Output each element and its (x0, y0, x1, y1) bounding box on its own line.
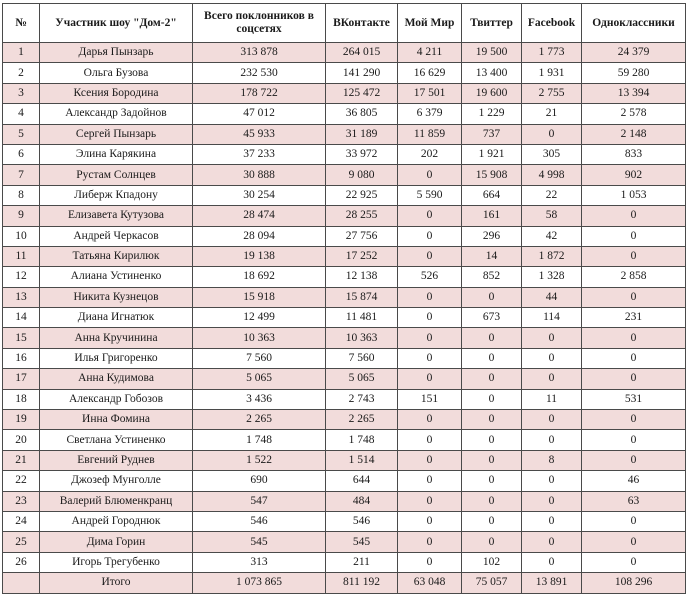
cell-total-fans: 313 (193, 552, 326, 572)
cell-moy-mir: 0 (398, 246, 462, 266)
cell-odnoklassniki: 0 (582, 430, 686, 450)
header-total-fans: Всего поклонников в соцсетях (193, 4, 326, 43)
cell-participant: Светлана Устиненко (40, 430, 193, 450)
total-cell-twitter: 75 057 (462, 573, 522, 593)
cell-participant: Диана Игнатюк (40, 308, 193, 328)
cell-twitter: 852 (462, 267, 522, 287)
cell-vkontakte: 546 (326, 511, 398, 531)
cell-twitter: 0 (462, 348, 522, 368)
total-cell-label: Итого (40, 573, 193, 593)
table-row (3, 328, 686, 348)
cell-moy-mir: 0 (398, 410, 462, 430)
cell-odnoklassniki: 0 (582, 410, 686, 430)
cell-twitter: 161 (462, 206, 522, 226)
header-facebook: Facebook (522, 4, 582, 43)
cell-moy-mir: 0 (398, 328, 462, 348)
cell-facebook: 21 (522, 104, 582, 124)
cell-odnoklassniki: 2 578 (582, 104, 686, 124)
cell-twitter: 15 908 (462, 165, 522, 185)
cell-number: 11 (3, 246, 40, 266)
cell-total-fans: 545 (193, 532, 326, 552)
cell-odnoklassniki: 833 (582, 144, 686, 164)
cell-total-fans: 547 (193, 491, 326, 511)
table-row (3, 287, 686, 307)
cell-moy-mir: 0 (398, 226, 462, 246)
table-row (3, 206, 686, 226)
cell-total-fans: 37 233 (193, 144, 326, 164)
cell-vkontakte: 9 080 (326, 165, 398, 185)
cell-facebook: 0 (522, 511, 582, 531)
cell-facebook: 0 (522, 532, 582, 552)
cell-twitter: 673 (462, 308, 522, 328)
cell-vkontakte: 484 (326, 491, 398, 511)
cell-twitter: 1 921 (462, 144, 522, 164)
cell-moy-mir: 526 (398, 267, 462, 287)
cell-odnoklassniki: 59 280 (582, 63, 686, 83)
cell-participant: Анна Кручинина (40, 328, 193, 348)
header-number: № (3, 4, 40, 43)
cell-facebook: 11 (522, 389, 582, 409)
table-row (3, 144, 686, 164)
header-moy-mir: Мой Мир (398, 4, 462, 43)
cell-facebook: 44 (522, 287, 582, 307)
table-row (3, 226, 686, 246)
header-row (3, 4, 686, 43)
cell-total-fans: 546 (193, 511, 326, 531)
cell-vkontakte: 644 (326, 471, 398, 491)
cell-twitter: 0 (462, 389, 522, 409)
cell-facebook: 1 328 (522, 267, 582, 287)
cell-odnoklassniki: 531 (582, 389, 686, 409)
cell-total-fans: 15 918 (193, 287, 326, 307)
cell-total-fans: 12 499 (193, 308, 326, 328)
cell-vkontakte: 33 972 (326, 144, 398, 164)
cell-participant: Андрей Черкасов (40, 226, 193, 246)
table-row (3, 165, 686, 185)
cell-number: 6 (3, 144, 40, 164)
cell-facebook: 0 (522, 471, 582, 491)
table-row (3, 43, 686, 63)
table-row (3, 430, 686, 450)
cell-total-fans: 7 560 (193, 348, 326, 368)
cell-number: 24 (3, 511, 40, 531)
cell-participant: Илья Григоренко (40, 348, 193, 368)
cell-participant: Дима Горин (40, 532, 193, 552)
cell-number: 22 (3, 471, 40, 491)
total-cell-all: 1 073 865 (193, 573, 326, 593)
cell-total-fans: 30 254 (193, 185, 326, 205)
cell-twitter: 19 500 (462, 43, 522, 63)
cell-moy-mir: 11 859 (398, 124, 462, 144)
cell-number: 4 (3, 104, 40, 124)
table-row (3, 491, 686, 511)
cell-facebook: 0 (522, 410, 582, 430)
cell-participant: Евгений Руднев (40, 450, 193, 470)
cell-twitter: 0 (462, 328, 522, 348)
cell-number: 21 (3, 450, 40, 470)
cell-number: 5 (3, 124, 40, 144)
cell-participant: Андрей Городнюк (40, 511, 193, 531)
cell-moy-mir: 151 (398, 389, 462, 409)
cell-odnoklassniki: 2 858 (582, 267, 686, 287)
cell-odnoklassniki: 0 (582, 511, 686, 531)
cell-odnoklassniki: 0 (582, 206, 686, 226)
cell-total-fans: 28 474 (193, 206, 326, 226)
table-row (3, 63, 686, 83)
cell-number: 1 (3, 43, 40, 63)
cell-total-fans: 232 530 (193, 63, 326, 83)
cell-facebook: 58 (522, 206, 582, 226)
cell-total-fans: 1 522 (193, 450, 326, 470)
table-row (3, 450, 686, 470)
cell-moy-mir: 16 629 (398, 63, 462, 83)
cell-vkontakte: 31 189 (326, 124, 398, 144)
table-row (3, 185, 686, 205)
cell-number: 2 (3, 63, 40, 83)
cell-participant: Александр Гобозов (40, 389, 193, 409)
cell-participant: Либерж Кпадону (40, 185, 193, 205)
cell-facebook: 8 (522, 450, 582, 470)
table-row (3, 348, 686, 368)
cell-moy-mir: 0 (398, 450, 462, 470)
cell-total-fans: 3 436 (193, 389, 326, 409)
cell-twitter: 0 (462, 430, 522, 450)
cell-facebook: 1 931 (522, 63, 582, 83)
cell-facebook: 2 755 (522, 83, 582, 103)
cell-moy-mir: 0 (398, 471, 462, 491)
cell-odnoklassniki: 63 (582, 491, 686, 511)
cell-vkontakte: 7 560 (326, 348, 398, 368)
table-row (3, 104, 686, 124)
cell-twitter: 0 (462, 511, 522, 531)
cell-participant: Елизавета Кутузова (40, 206, 193, 226)
cell-odnoklassniki: 24 379 (582, 43, 686, 63)
cell-total-fans: 47 012 (193, 104, 326, 124)
cell-total-fans: 10 363 (193, 328, 326, 348)
cell-vkontakte: 36 805 (326, 104, 398, 124)
cell-participant: Ксения Бородина (40, 83, 193, 103)
total-cell-moy-mir: 63 048 (398, 573, 462, 593)
cell-number: 14 (3, 308, 40, 328)
cell-vkontakte: 10 363 (326, 328, 398, 348)
table-row (3, 246, 686, 266)
cell-moy-mir: 6 379 (398, 104, 462, 124)
cell-moy-mir: 17 501 (398, 83, 462, 103)
cell-moy-mir: 0 (398, 165, 462, 185)
cell-moy-mir: 0 (398, 491, 462, 511)
cell-participant: Валерий Блюменкранц (40, 491, 193, 511)
cell-odnoklassniki: 46 (582, 471, 686, 491)
table-row (3, 369, 686, 389)
fans-table (2, 3, 686, 594)
cell-total-fans: 1 748 (193, 430, 326, 450)
cell-participant: Рустам Солнцев (40, 165, 193, 185)
cell-number: 8 (3, 185, 40, 205)
cell-number: 23 (3, 491, 40, 511)
total-cell-odnoklassniki: 108 296 (582, 573, 686, 593)
cell-number: 12 (3, 267, 40, 287)
cell-twitter: 102 (462, 552, 522, 572)
table-row (3, 532, 686, 552)
cell-participant: Сергей Пынзарь (40, 124, 193, 144)
cell-number: 17 (3, 369, 40, 389)
cell-number: 19 (3, 410, 40, 430)
cell-odnoklassniki: 0 (582, 226, 686, 246)
cell-odnoklassniki: 0 (582, 287, 686, 307)
cell-number: 26 (3, 552, 40, 572)
cell-vkontakte: 12 138 (326, 267, 398, 287)
cell-moy-mir: 202 (398, 144, 462, 164)
total-cell-number (3, 573, 40, 593)
cell-odnoklassniki: 0 (582, 369, 686, 389)
cell-twitter: 737 (462, 124, 522, 144)
cell-facebook: 42 (522, 226, 582, 246)
cell-twitter: 0 (462, 450, 522, 470)
cell-moy-mir: 0 (398, 287, 462, 307)
cell-vkontakte: 17 252 (326, 246, 398, 266)
cell-participant: Никита Кузнецов (40, 287, 193, 307)
cell-participant: Александр Задойнов (40, 104, 193, 124)
cell-moy-mir: 5 590 (398, 185, 462, 205)
cell-participant: Анна Кудимова (40, 369, 193, 389)
cell-vkontakte: 545 (326, 532, 398, 552)
cell-participant: Ольга Бузова (40, 63, 193, 83)
table-row (3, 471, 686, 491)
cell-odnoklassniki: 0 (582, 246, 686, 266)
cell-odnoklassniki: 1 053 (582, 185, 686, 205)
cell-total-fans: 690 (193, 471, 326, 491)
cell-number: 25 (3, 532, 40, 552)
cell-odnoklassniki: 0 (582, 552, 686, 572)
cell-moy-mir: 0 (398, 511, 462, 531)
cell-odnoklassniki: 2 148 (582, 124, 686, 144)
cell-total-fans: 45 933 (193, 124, 326, 144)
cell-twitter: 19 600 (462, 83, 522, 103)
cell-vkontakte: 28 255 (326, 206, 398, 226)
cell-moy-mir: 0 (398, 206, 462, 226)
cell-total-fans: 2 265 (193, 410, 326, 430)
header-vkontakte: ВКонтакте (326, 4, 398, 43)
cell-vkontakte: 1 748 (326, 430, 398, 450)
cell-twitter: 0 (462, 410, 522, 430)
cell-facebook: 0 (522, 491, 582, 511)
cell-participant: Инна Фомина (40, 410, 193, 430)
cell-vkontakte: 211 (326, 552, 398, 572)
cell-moy-mir: 4 211 (398, 43, 462, 63)
cell-facebook: 0 (522, 328, 582, 348)
header-odnoklassniki: Одноклассники (582, 4, 686, 43)
cell-odnoklassniki: 0 (582, 348, 686, 368)
table-row (3, 389, 686, 409)
cell-number: 18 (3, 389, 40, 409)
cell-facebook: 0 (522, 552, 582, 572)
cell-vkontakte: 5 065 (326, 369, 398, 389)
cell-participant: Дарья Пынзарь (40, 43, 193, 63)
cell-vkontakte: 2 265 (326, 410, 398, 430)
cell-facebook: 1 773 (522, 43, 582, 63)
cell-twitter: 664 (462, 185, 522, 205)
cell-vkontakte: 27 756 (326, 226, 398, 246)
cell-odnoklassniki: 0 (582, 328, 686, 348)
cell-total-fans: 19 138 (193, 246, 326, 266)
cell-odnoklassniki: 902 (582, 165, 686, 185)
cell-total-fans: 313 878 (193, 43, 326, 63)
cell-twitter: 0 (462, 369, 522, 389)
cell-facebook: 305 (522, 144, 582, 164)
cell-total-fans: 28 094 (193, 226, 326, 246)
cell-participant: Алиана Устиненко (40, 267, 193, 287)
cell-vkontakte: 125 472 (326, 83, 398, 103)
cell-number: 10 (3, 226, 40, 246)
cell-odnoklassniki: 0 (582, 532, 686, 552)
cell-facebook: 0 (522, 348, 582, 368)
cell-number: 3 (3, 83, 40, 103)
cell-total-fans: 5 065 (193, 369, 326, 389)
cell-moy-mir: 0 (398, 430, 462, 450)
total-row (3, 573, 686, 593)
cell-facebook: 1 872 (522, 246, 582, 266)
cell-participant: Татьяна Кирилюк (40, 246, 193, 266)
cell-twitter: 0 (462, 491, 522, 511)
cell-twitter: 0 (462, 287, 522, 307)
cell-vkontakte: 1 514 (326, 450, 398, 470)
cell-number: 9 (3, 206, 40, 226)
table-row (3, 83, 686, 103)
table-row (3, 511, 686, 531)
cell-number: 20 (3, 430, 40, 450)
cell-number: 15 (3, 328, 40, 348)
cell-moy-mir: 0 (398, 532, 462, 552)
cell-odnoklassniki: 0 (582, 450, 686, 470)
cell-twitter: 14 (462, 246, 522, 266)
header-participant: Участник шоу "Дом-2" (40, 4, 193, 43)
cell-participant: Джозеф Мунголле (40, 471, 193, 491)
total-cell-vkontakte: 811 192 (326, 573, 398, 593)
table-row (3, 552, 686, 572)
table-row (3, 410, 686, 430)
cell-number: 7 (3, 165, 40, 185)
table-row (3, 308, 686, 328)
cell-number: 16 (3, 348, 40, 368)
cell-vkontakte: 264 015 (326, 43, 398, 63)
cell-facebook: 0 (522, 124, 582, 144)
cell-vkontakte: 11 481 (326, 308, 398, 328)
table-row (3, 124, 686, 144)
total-cell-facebook: 13 891 (522, 573, 582, 593)
cell-facebook: 4 998 (522, 165, 582, 185)
cell-participant: Элина Карякина (40, 144, 193, 164)
cell-odnoklassniki: 13 394 (582, 83, 686, 103)
cell-facebook: 22 (522, 185, 582, 205)
cell-twitter: 296 (462, 226, 522, 246)
cell-twitter: 13 400 (462, 63, 522, 83)
cell-odnoklassniki: 231 (582, 308, 686, 328)
cell-facebook: 114 (522, 308, 582, 328)
cell-facebook: 0 (522, 430, 582, 450)
cell-vkontakte: 15 874 (326, 287, 398, 307)
cell-number: 13 (3, 287, 40, 307)
cell-moy-mir: 0 (398, 308, 462, 328)
cell-moy-mir: 0 (398, 369, 462, 389)
cell-moy-mir: 0 (398, 348, 462, 368)
cell-twitter: 0 (462, 532, 522, 552)
cell-vkontakte: 2 743 (326, 389, 398, 409)
header-twitter: Твиттер (462, 4, 522, 43)
cell-vkontakte: 22 925 (326, 185, 398, 205)
cell-moy-mir: 0 (398, 552, 462, 572)
cell-twitter: 1 229 (462, 104, 522, 124)
cell-twitter: 0 (462, 471, 522, 491)
cell-total-fans: 178 722 (193, 83, 326, 103)
cell-participant: Игорь Трегубенко (40, 552, 193, 572)
cell-total-fans: 18 692 (193, 267, 326, 287)
cell-total-fans: 30 888 (193, 165, 326, 185)
cell-vkontakte: 141 290 (326, 63, 398, 83)
table-row (3, 267, 686, 287)
cell-facebook: 0 (522, 369, 582, 389)
